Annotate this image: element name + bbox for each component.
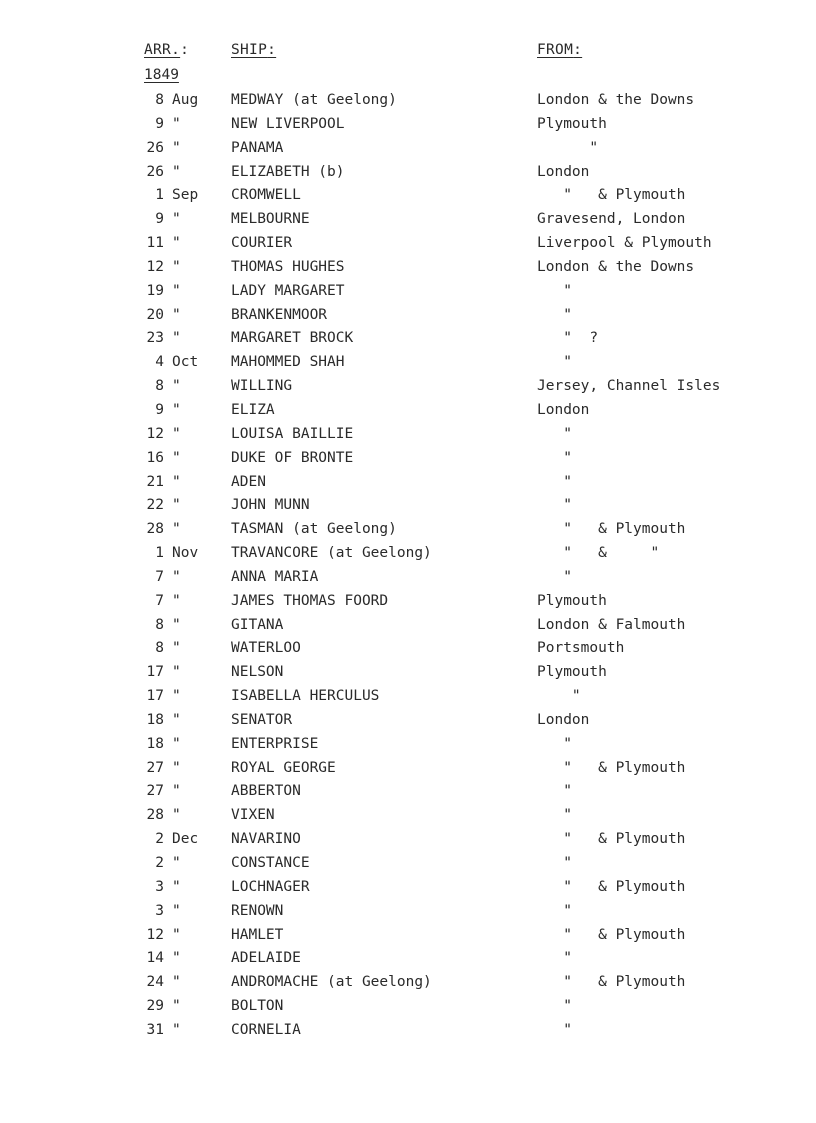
arrival-day: 23 <box>146 330 164 347</box>
arrival-row <box>0 615 816 639</box>
arrival-day: 26 <box>146 139 164 156</box>
departure-port: " <box>537 950 572 967</box>
departure-port: " <box>537 688 581 705</box>
arrival-day: 31 <box>146 1021 164 1038</box>
arrival-row <box>0 1020 816 1044</box>
ship-name: NAVARINO <box>231 831 301 848</box>
ship-name: DUKE OF BRONTE <box>231 449 354 466</box>
arrival-day: 9 <box>155 115 164 132</box>
arrival-day: 8 <box>155 640 164 657</box>
departure-port: " ? <box>537 330 599 347</box>
arrival-month: Nov <box>172 545 199 562</box>
arrival-day: 2 <box>155 831 164 848</box>
arrival-month: " <box>172 711 181 728</box>
ship-name: MEDWAY (at Geelong) <box>231 92 397 108</box>
arrival-month: " <box>172 401 181 418</box>
ship-name: ENTERPRISE <box>231 735 319 752</box>
arrival-row <box>0 472 816 496</box>
ship-name: VIXEN <box>231 807 275 824</box>
header-ship-label: SHIP <box>231 42 268 58</box>
departure-port: " <box>537 807 572 824</box>
ship-name: CROMWELL <box>231 187 301 204</box>
arrival-day: 20 <box>146 306 164 323</box>
departure-port: " & Plymouth <box>537 521 686 538</box>
departure-port: London <box>537 711 590 728</box>
ship-name: SENATOR <box>231 711 293 728</box>
ship-name: CONSTANCE <box>231 855 310 871</box>
arrival-day: 16 <box>146 449 164 466</box>
arrival-month: " <box>172 902 181 919</box>
departure-port: London & the Downs <box>537 92 695 108</box>
arrival-month: " <box>172 616 181 633</box>
arrival-day: 8 <box>155 92 164 108</box>
ship-name: THOMAS HUGHES <box>231 258 345 275</box>
ship-name: MARGARET BROCK <box>231 330 354 347</box>
departure-port: London <box>537 401 590 418</box>
arrival-month: " <box>172 688 181 705</box>
arrival-day: 7 <box>155 568 164 585</box>
departure-port: " <box>537 473 572 490</box>
arrival-row <box>0 805 816 829</box>
ship-name: BOLTON <box>231 998 284 1015</box>
departure-port: Portsmouth <box>537 640 625 657</box>
arrival-month: " <box>172 950 181 967</box>
arrival-day: 26 <box>146 163 164 180</box>
arrival-day: 2 <box>155 855 164 871</box>
ship-name: COURIER <box>231 235 293 252</box>
ship-name: ADELAIDE <box>231 950 301 967</box>
ship-name: TASMAN (at Geelong) <box>231 521 397 538</box>
ship-name: HAMLET <box>231 926 284 943</box>
arrival-month: " <box>172 855 181 871</box>
arrival-day: 14 <box>146 950 164 967</box>
arrival-row <box>0 591 816 615</box>
header-ship-colon: : <box>267 42 277 58</box>
departure-port: Plymouth <box>537 592 607 609</box>
header-from-colon: : <box>573 42 583 58</box>
departure-port: Plymouth <box>537 664 607 681</box>
arrival-row <box>0 305 816 329</box>
ship-name: JOHN MUNN <box>231 497 310 514</box>
arrival-day: 12 <box>146 926 164 943</box>
arrival-day: 1 <box>155 545 164 562</box>
ship-name: ANNA MARIA <box>231 568 319 585</box>
departure-port: " <box>537 449 572 466</box>
arrival-day: 19 <box>146 282 164 299</box>
arrival-row <box>0 162 816 186</box>
arrival-row <box>0 901 816 925</box>
arrivals-list <box>0 90 816 1044</box>
arrival-row <box>0 495 816 519</box>
arrival-row <box>0 662 816 686</box>
arrival-month: Aug <box>172 92 199 108</box>
ship-name: LOCHNAGER <box>231 878 310 895</box>
departure-port: " & Plymouth <box>537 974 686 991</box>
arrival-month: " <box>172 258 181 275</box>
arrival-month: " <box>172 282 181 299</box>
arrival-row <box>0 710 816 734</box>
departure-port: Jersey, Channel Isles <box>537 378 721 395</box>
header-arrival-colon: : <box>180 42 190 58</box>
departure-port: London & Falmouth <box>537 616 686 633</box>
arrival-day: 29 <box>146 998 164 1015</box>
ship-name: GITANA <box>231 616 284 633</box>
header-arrival-label: ARR. <box>144 42 181 58</box>
arrival-day: 8 <box>155 616 164 633</box>
arrival-day: 1 <box>155 187 164 204</box>
departure-port: " <box>537 282 572 299</box>
ship-name: NELSON <box>231 664 284 681</box>
ship-name: NEW LIVERPOOL <box>231 115 345 132</box>
arrival-row <box>0 996 816 1020</box>
arrival-row <box>0 567 816 591</box>
arrival-row <box>0 948 816 972</box>
header-from <box>537 42 582 58</box>
arrival-day: 27 <box>146 783 164 800</box>
arrival-row <box>0 400 816 424</box>
header-arrival <box>144 42 189 58</box>
arrival-month: " <box>172 163 181 180</box>
arrival-month: " <box>172 235 181 252</box>
arrival-row <box>0 185 816 209</box>
departure-port: London <box>537 163 590 180</box>
ship-name: ABBERTON <box>231 783 301 800</box>
arrival-month: " <box>172 926 181 943</box>
arrival-row <box>0 352 816 376</box>
departure-port: " <box>537 1021 572 1038</box>
arrival-month: Sep <box>172 187 199 204</box>
ship-name: ANDROMACHE (at Geelong) <box>231 974 432 991</box>
arrival-day: 4 <box>155 354 164 371</box>
arrival-row <box>0 638 816 662</box>
departure-port: " & Plymouth <box>537 187 686 204</box>
arrival-month: " <box>172 735 181 752</box>
arrival-month: " <box>172 592 181 609</box>
departure-port: " & Plymouth <box>537 759 686 776</box>
departure-port: " <box>537 735 572 752</box>
arrival-row <box>0 90 816 114</box>
arrival-day: 12 <box>146 425 164 442</box>
departure-port: " <box>537 855 572 871</box>
arrival-day: 11 <box>146 235 164 252</box>
arrival-row <box>0 972 816 996</box>
arrival-row <box>0 138 816 162</box>
ship-name: MELBOURNE <box>231 211 310 228</box>
header-ship <box>231 42 276 58</box>
arrival-month: " <box>172 497 181 514</box>
arrival-row <box>0 376 816 400</box>
departure-port: London & the Downs <box>537 258 695 275</box>
arrival-month: " <box>172 306 181 323</box>
arrival-day: 21 <box>146 473 164 490</box>
departure-port: " <box>537 902 572 919</box>
arrival-month: " <box>172 998 181 1015</box>
ship-name: ISABELLA HERCULUS <box>231 688 380 705</box>
arrival-day: 9 <box>155 211 164 228</box>
arrival-row <box>0 233 816 257</box>
arrival-month: " <box>172 378 181 395</box>
departure-port: " <box>537 306 572 323</box>
ship-name: LOUISA BAILLIE <box>231 425 354 442</box>
arrival-month: " <box>172 640 181 657</box>
arrival-row <box>0 281 816 305</box>
arrival-day: 9 <box>155 401 164 418</box>
departure-port: " <box>537 568 572 585</box>
ship-name: MAHOMMED SHAH <box>231 354 345 371</box>
departure-port: " & " <box>537 545 660 562</box>
arrival-day: 17 <box>146 664 164 681</box>
arrival-row <box>0 328 816 352</box>
ship-name: ROYAL GEORGE <box>231 759 336 776</box>
arrival-month: " <box>172 330 181 347</box>
departure-port: Liverpool & Plymouth <box>537 235 712 252</box>
arrival-day: 7 <box>155 592 164 609</box>
arrival-row <box>0 853 816 877</box>
ship-name: TRAVANCORE (at Geelong) <box>231 545 432 562</box>
departure-port: " & Plymouth <box>537 878 686 895</box>
arrival-row <box>0 734 816 758</box>
arrival-day: 28 <box>146 521 164 538</box>
ship-name: BRANKENMOOR <box>231 306 328 323</box>
departure-port: " <box>537 425 572 442</box>
year-heading: 1849 <box>144 67 179 83</box>
arrival-month: " <box>172 664 181 681</box>
arrival-month: " <box>172 473 181 490</box>
departure-port: " <box>537 998 572 1015</box>
arrival-row <box>0 781 816 805</box>
ship-name: LADY MARGARET <box>231 282 345 299</box>
arrival-day: 28 <box>146 807 164 824</box>
arrival-day: 8 <box>155 378 164 395</box>
arrival-month: " <box>172 115 181 132</box>
arrival-row <box>0 519 816 543</box>
arrival-month: " <box>172 759 181 776</box>
arrival-month: " <box>172 449 181 466</box>
departure-port: " <box>537 139 599 156</box>
arrival-month: " <box>172 521 181 538</box>
arrival-day: 17 <box>146 688 164 705</box>
header-from-label: FROM <box>537 42 574 58</box>
departure-port: " & Plymouth <box>537 831 686 848</box>
arrival-row <box>0 424 816 448</box>
departure-port: " & Plymouth <box>537 926 686 943</box>
arrival-day: 22 <box>146 497 164 514</box>
arrival-row <box>0 257 816 281</box>
arrival-month: Oct <box>172 354 199 371</box>
arrival-day: 24 <box>146 974 164 991</box>
arrival-month: " <box>172 211 181 228</box>
departure-port: Plymouth <box>537 115 607 132</box>
arrival-day: 3 <box>155 878 164 895</box>
ship-name: ELIZABETH (b) <box>231 163 345 180</box>
arrival-month: " <box>172 139 181 156</box>
arrival-day: 18 <box>146 711 164 728</box>
ship-name: ELIZA <box>231 401 275 418</box>
departure-port: Gravesend, London <box>537 211 686 228</box>
arrival-day: 3 <box>155 902 164 919</box>
arrival-month: " <box>172 425 181 442</box>
departure-port: " <box>537 497 572 514</box>
arrival-day: 12 <box>146 258 164 275</box>
departure-port: " <box>537 783 572 800</box>
departure-port: " <box>537 354 572 371</box>
arrival-row <box>0 829 816 853</box>
arrival-month: Dec <box>172 831 199 848</box>
arrival-month: " <box>172 974 181 991</box>
ship-name: PANAMA <box>231 139 284 156</box>
arrival-row <box>0 209 816 233</box>
arrival-row <box>0 543 816 567</box>
arrival-month: " <box>172 878 181 895</box>
ship-name: WILLING <box>231 378 293 395</box>
ship-name: JAMES THOMAS FOORD <box>231 592 389 609</box>
arrival-month: " <box>172 568 181 585</box>
arrival-row <box>0 448 816 472</box>
arrival-month: " <box>172 783 181 800</box>
arrival-month: " <box>172 1021 181 1038</box>
arrival-row <box>0 925 816 949</box>
arrival-month: " <box>172 807 181 824</box>
arrival-row <box>0 686 816 710</box>
arrival-day: 27 <box>146 759 164 776</box>
arrival-row <box>0 114 816 138</box>
arrival-row <box>0 758 816 782</box>
ship-name: WATERLOO <box>231 640 301 657</box>
ship-name: ADEN <box>231 473 266 490</box>
arrival-day: 18 <box>146 735 164 752</box>
ship-name: RENOWN <box>231 902 284 919</box>
ship-name: CORNELIA <box>231 1021 301 1038</box>
arrival-row <box>0 877 816 901</box>
